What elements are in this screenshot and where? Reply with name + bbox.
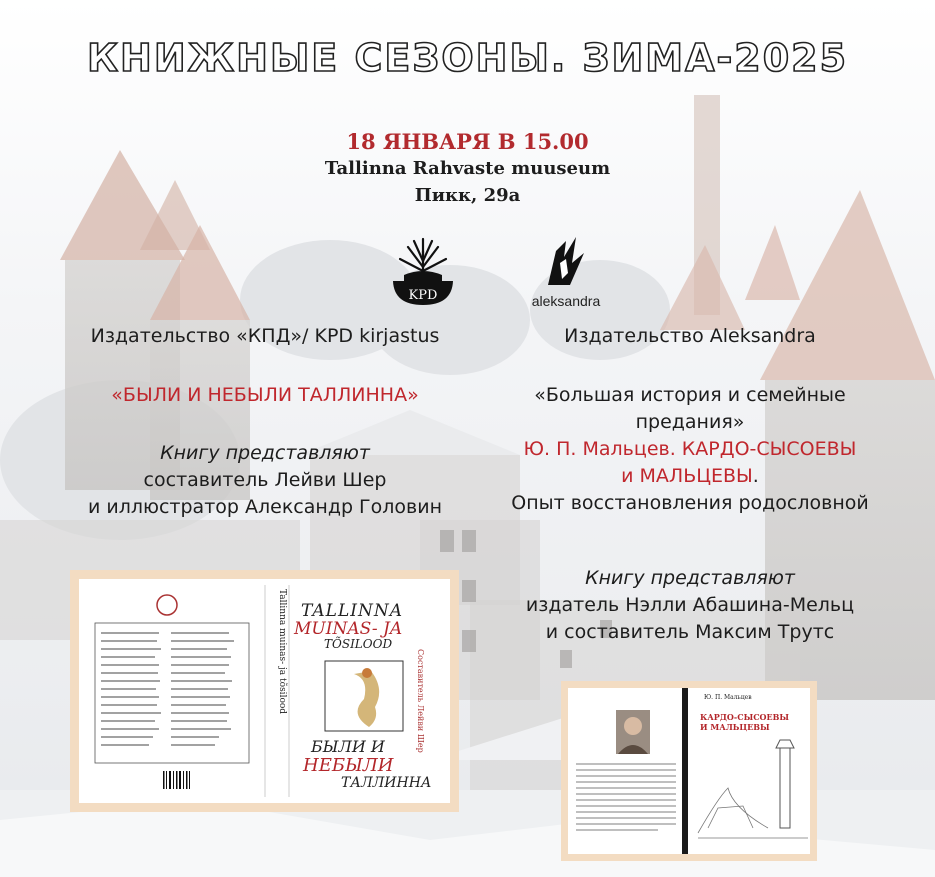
left-cover-title-ru-2: НЕБЫЛИ <box>303 755 394 776</box>
event-address: Пикк, 29а <box>414 185 521 206</box>
aleksandra-logo <box>526 233 606 309</box>
left-cover-spine-2: Составитель Лейви Шер <box>416 649 425 753</box>
right-book-line-1: «Большая история и семейные <box>534 384 846 406</box>
right-book-line-2: предания» <box>635 411 745 433</box>
left-presenter-2-name: Александр Головин <box>245 496 443 518</box>
right-cover-author: Ю. П. Мальцев <box>704 694 752 701</box>
kpd-tree-logo-icon <box>386 237 460 307</box>
event-date: 18 ЯНВАРЯ В 15.00 <box>346 129 589 154</box>
right-presenter-2: и составитель Максим Трутс <box>545 621 835 643</box>
left-presenter-1 <box>45 467 485 494</box>
left-publisher: Издательство «КПД»/ KPD kirjastus <box>90 325 440 347</box>
right-book-line-3: Ю. П. Мальцев. КАРДО-СЫСОЕВЫ <box>523 438 857 460</box>
left-cover-title-ru-1: БЫЛИ И <box>311 737 385 756</box>
right-book-cover-image <box>568 688 810 854</box>
left-presenter-1-name: Лейви Шер <box>274 469 387 491</box>
event-title: КНИЖНЫЕ СЕЗОНЫ. ЗИМА-2025 <box>86 36 849 80</box>
aleksandra-logo-text: aleksandra <box>531 293 601 309</box>
right-cover-title: КАРДО-СЫСОЕВЫ И МАЛЬЦЕВЫ <box>700 712 789 732</box>
right-book-line-4 <box>470 463 910 490</box>
left-cover-spine-1: Tallinna muinas- ja tõsilood <box>277 589 287 715</box>
right-book-title <box>470 382 910 517</box>
left-presenter-1-role: составитель <box>143 469 275 491</box>
right-book-line-5: Опыт восстановления родословной <box>511 492 869 514</box>
left-book-title: «БЫЛИ И НЕБЫЛИ ТАЛЛИННА» <box>111 384 419 406</box>
right-presenters-label: Книгу представляют <box>585 567 795 589</box>
right-publisher: Издательство Aleksandra <box>564 325 816 347</box>
left-book-cover <box>70 570 459 812</box>
left-presenter-2-role: и иллюстратор <box>87 496 245 518</box>
left-cover-title-ru-3: ТАЛЛИННА <box>341 775 432 791</box>
event-venue: Tallinna Rahvaste muuseum <box>324 158 611 179</box>
left-presenter-2 <box>45 494 485 521</box>
kpd-logo <box>386 237 460 307</box>
left-cover-title-mid: MUINAS- JA <box>294 619 403 639</box>
kpd-logo-text: KPD <box>408 288 438 303</box>
left-book-cover-image <box>79 579 450 803</box>
right-book-line-4-tail: . <box>752 465 759 487</box>
left-cover-title-bot: TÕSILOOD <box>324 637 393 651</box>
left-presenters <box>45 440 485 521</box>
right-book-cover <box>561 681 817 861</box>
left-presenters-label: Книгу представляют <box>160 442 370 464</box>
aleksandra-logo-icon <box>526 233 606 291</box>
left-cover-title-top: TALLINNA <box>301 601 404 621</box>
right-presenters <box>470 565 910 646</box>
right-presenter-1: издатель Нэлли Абашина-Мельц <box>525 594 855 616</box>
right-book-line-4-red: и МАЛЬЦЕВЫ <box>621 465 753 487</box>
